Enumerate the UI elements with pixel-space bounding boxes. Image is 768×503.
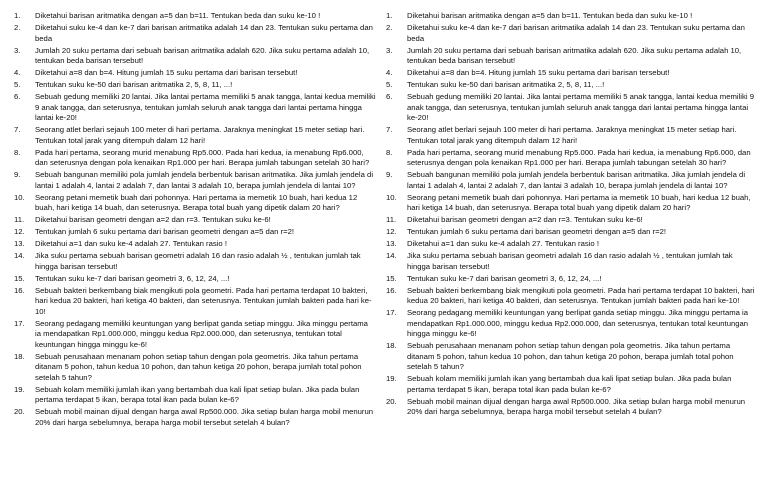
question-number: 12. — [386, 227, 397, 237]
question-text: Jumlah 20 suku pertama dari sebuah barisan aritmatika adalah 620. Jika suku pertama adalah 10, tentukan beda barisan tersebut! — [35, 45, 370, 66]
question-text: Sebuah mobil mainan dijual dengan harga awal Rp500.000. Jika setiap bulan harga mobil menurun 20% dari harga sebelumnya, berapa harga mobil tersebut setelah 4 bulan? — [407, 396, 746, 417]
question-text: Sebuah gedung memiliki 20 lantai. Jika lantai pertama memiliki 5 anak tangga, lantai kedua memiliki 9 anak tangga, dan seterusnya, tentukan jumlah seluruh anak tangga dari lantai pertama hingga lantai ke-20! — [35, 92, 376, 123]
question-number: 2. — [386, 22, 393, 32]
question-item — [14, 80, 376, 91]
question-number: 11. — [386, 215, 397, 225]
question-item — [386, 239, 756, 250]
question-list — [386, 11, 756, 418]
question-item — [386, 148, 756, 169]
question-number: 10. — [386, 192, 397, 202]
question-text: Jika suku pertama sebuah barisan geometri adalah 16 dan rasio adalah ½ , tentukan jumlah tak hingga barisan tersebut! — [35, 251, 361, 271]
question-number: 1. — [14, 11, 21, 20]
question-number: 6. — [14, 92, 21, 102]
question-text: Tentukan jumlah 6 suku pertama dari barisan geometri dengan a=5 dan r=2! — [35, 227, 294, 237]
question-text: Tentukan suku ke-7 dari barisan geometri 3, 6, 12, 24, ...! — [35, 273, 230, 283]
question-item — [386, 11, 756, 22]
question-text: Diketahui barisan geometri dengan a=2 dan r=3. Tentukan suku ke-6! — [35, 215, 271, 225]
question-item — [386, 308, 756, 340]
question-text: Sebuah bangunan memiliki pola jumlah jendela berbentuk barisan aritmatika. Jika jumlah jendela di lantai 1 adalah 4, lantai 2 adalah 7, dan lantai 3 adalah 10, berapa jumlah jendela di lantai 10? — [35, 170, 374, 190]
question-number: 5. — [14, 80, 21, 90]
question-text: Seorang pedagang memiliki keuntungan yang berlipat ganda setiap minggu. Jika minggu pertama ia mendapatkan Rp1.000.000, minggu kedua Rp2.000.000, dan seterusnya, tentukan total keuntungan hingga minggu ke-6! — [35, 318, 368, 349]
question-item — [14, 68, 376, 79]
question-number: 8. — [386, 147, 393, 157]
question-item — [14, 46, 376, 67]
question-item — [14, 385, 376, 406]
question-number: 1. — [386, 11, 393, 20]
question-number: 19. — [386, 374, 397, 384]
question-text: Diketahui a=1 dan suku ke-4 adalah 27. Tentukan rasio ! — [407, 239, 599, 249]
question-item — [14, 407, 376, 428]
question-number: 6. — [386, 92, 393, 102]
question-text: Diketahui barisan aritmatika dengan a=5 dan b=11. Tentukan beda dan suku ke-10 ! — [407, 11, 693, 20]
question-number: 13. — [386, 239, 397, 249]
question-item — [386, 215, 756, 226]
question-item — [14, 170, 376, 191]
right-question-column — [386, 11, 756, 419]
question-item — [386, 92, 756, 124]
question-item — [386, 374, 756, 395]
left-question-column — [14, 11, 376, 430]
question-number: 5. — [386, 80, 393, 90]
question-text: Diketahui barisan geometri dengan a=2 dan r=3. Tentukan suku ke-6! — [407, 215, 643, 225]
question-item — [386, 46, 756, 67]
question-number: 9. — [386, 170, 393, 180]
question-item — [14, 227, 376, 238]
question-number: 19. — [14, 384, 25, 394]
question-number: 20. — [386, 396, 397, 406]
question-item — [386, 125, 756, 146]
question-list — [14, 11, 376, 429]
question-item — [14, 125, 376, 146]
question-text: Sebuah mobil mainan dijual dengan harga awal Rp500.000. Jika setiap bulan harga mobil menurun 20% dari harga sebelumnya, berapa harga mobil tersebut setelah 4 bulan? — [35, 407, 374, 427]
question-number: 8. — [14, 147, 21, 157]
question-number: 12. — [14, 227, 25, 237]
question-text: Tentukan jumlah 6 suku pertama dari barisan geometri dengan a=5 dan r=2! — [407, 227, 666, 237]
question-item — [14, 11, 376, 22]
question-item — [14, 92, 376, 124]
question-number: 11. — [14, 215, 25, 225]
question-number: 15. — [386, 273, 397, 283]
question-text: Sebuah bakteri berkembang biak mengikuti pola geometri. Pada hari pertama terdapat 10 bakteri, hari kedua 20 bakteri, hari ketiga 40 bakteri, dan seterusnya. Tentukan jumlah bakteri pada hari ke-10! — [407, 285, 755, 306]
question-text: Tentukan suku ke-7 dari barisan geometri 3, 6, 12, 24, ...! — [407, 273, 602, 283]
question-item — [14, 215, 376, 226]
question-item — [14, 319, 376, 351]
question-item — [14, 286, 376, 318]
question-number: 7. — [386, 125, 393, 135]
question-text: Diketahui suku ke-4 dan ke-7 dari barisan aritmatika adalah 14 dan 23. Tentukan suku pertama dan beda — [35, 22, 373, 43]
question-number: 17. — [386, 308, 397, 318]
question-item — [14, 274, 376, 285]
question-text: Seorang atlet berlari sejauh 100 meter di hari pertama. Jaraknya meningkat 15 meter setiap hari. Tentukan total jarak yang ditempuh dalam 12 hari! — [35, 125, 365, 145]
question-item — [386, 397, 756, 418]
question-text: Jika suku pertama sebuah barisan geometri adalah 16 dan rasio adalah ½ , tentukan jumlah tak hingga barisan tersebut! — [407, 251, 733, 271]
question-text: Pada hari pertama, seorang murid menabung Rp5.000. Pada hari kedua, ia menabung Rp6.000, dan seterusnya dengan pola kenaikan Rp1.000 per hari. Berapa jumlah tabungan setelah 30 hari? — [407, 147, 751, 168]
question-text: Seorang pedagang memiliki keuntungan yang berlipat ganda setiap minggu. Jika minggu pertama ia mendapatkan Rp1.000.000, minggu kedua Rp2.000.000, dan seterusnya, tentukan total keuntungan hingga minggu ke-6! — [407, 308, 749, 339]
question-item — [386, 227, 756, 238]
question-number: 4. — [14, 68, 21, 78]
question-item — [14, 23, 376, 44]
question-item — [386, 170, 756, 191]
question-number: 14. — [14, 251, 25, 261]
question-text: Sebuah kolam memiliki jumlah ikan yang bertambah dua kali lipat setiap bulan. Jika pada bulan pertama terdapat 5 ikan, berapa total ikan pada bulan ke-6? — [35, 384, 360, 405]
question-number: 18. — [14, 351, 25, 361]
question-text: Tentukan suku ke-50 dari barisan aritmatika 2, 5, 8, 11, ...! — [35, 80, 233, 90]
question-number: 16. — [386, 285, 397, 295]
question-text: Sebuah kolam memiliki jumlah ikan yang bertambah dua kali lipat setiap bulan. Jika pada bulan pertama terdapat 5 ikan, berapa total ikan pada bulan ke-6? — [407, 374, 732, 394]
question-number: 3. — [386, 45, 393, 55]
question-number: 3. — [14, 45, 21, 55]
question-text: Sebuah gedung memiliki 20 lantai. Jika lantai pertama memiliki 5 anak tangga, lantai kedua memiliki 9 anak tangga, dan seterusnya, tentukan jumlah seluruh anak tangga dari lantai pertama hingga lantai ke-20! — [407, 92, 754, 123]
question-number: 15. — [14, 273, 25, 283]
question-number: 13. — [14, 239, 25, 249]
question-item — [14, 239, 376, 250]
question-item — [14, 251, 376, 272]
question-number: 7. — [14, 125, 21, 135]
question-text: Seorang petani memetik buah dari pohonnya. Hari pertama ia memetik 10 buah, hari kedua 12 buah, hari ketiga 14 buah, dan seterusnya. Berapa total buah yang dipetik dalam 20 hari? — [407, 192, 751, 213]
question-number: 2. — [14, 22, 21, 32]
question-text: Diketahui a=8 dan b=4. Hitung jumlah 15 suku pertama dari barisan tersebut! — [407, 68, 670, 78]
question-item — [14, 193, 376, 214]
question-text: Diketahui a=8 dan b=4. Hitung jumlah 15 suku pertama dari barisan tersebut! — [35, 68, 298, 78]
question-number: 10. — [14, 192, 25, 202]
question-text: Jumlah 20 suku pertama dari sebuah barisan aritmatika adalah 620. Jika suku pertama adalah 10, tentukan beda barisan tersebut! — [407, 45, 742, 66]
question-item — [386, 286, 756, 307]
question-item — [14, 352, 376, 384]
question-text: Sebuah bakteri berkembang biak mengikuti pola geometri. Pada hari pertama terdapat 10 bakteri, hari kedua 20 bakteri, hari ketiga 40 bakteri, dan seterusnya. Tentukan jumlah bakteri pada hari ke-10! — [35, 285, 372, 316]
question-text: Diketahui a=1 dan suku ke-4 adalah 27. Tentukan rasio ! — [35, 239, 227, 249]
question-number: 20. — [14, 407, 25, 417]
question-item — [386, 80, 756, 91]
question-item — [386, 341, 756, 373]
question-item — [14, 148, 376, 169]
question-item — [386, 274, 756, 285]
question-text: Sebuah bangunan memiliki pola jumlah jendela berbentuk barisan aritmatika. Jika jumlah jendela di lantai 1 adalah 4, lantai 2 adalah 7, dan lantai 3 adalah 10, berapa jumlah jendela di lantai 10? — [407, 170, 746, 190]
question-text: Diketahui suku ke-4 dan ke-7 dari barisan aritmatika adalah 14 dan 23. Tentukan suku pertama dan beda — [407, 22, 745, 43]
question-item — [386, 251, 756, 272]
question-number: 17. — [14, 318, 25, 328]
question-text: Tentukan suku ke-50 dari barisan aritmatika 2, 5, 8, 11, ...! — [407, 80, 605, 90]
question-text: Sebuah perusahaan menanam pohon setiap tahun dengan pola geometris. Jika tahun pertama ditanam 5 pohon, tahun kedua 10 pohon, dan tahun ketiga 20 pohon, berapa jumlah total pohon setelah 5 tahun? — [35, 351, 362, 382]
question-item — [386, 68, 756, 79]
question-number: 18. — [386, 341, 397, 351]
question-number: 4. — [386, 68, 393, 78]
question-text: Sebuah perusahaan menanam pohon setiap tahun dengan pola geometris. Jika tahun pertama ditanam 5 pohon, tahun kedua 10 pohon, dan tahun ketiga 20 pohon, berapa jumlah total pohon setelah 5 tahun? — [407, 341, 734, 372]
question-item — [386, 193, 756, 214]
question-text: Seorang atlet berlari sejauh 100 meter di hari pertama. Jaraknya meningkat 15 meter setiap hari. Tentukan total jarak yang ditempuh dalam 12 hari! — [407, 125, 737, 145]
question-text: Pada hari pertama, seorang murid menabung Rp5.000. Pada hari kedua, ia menabung Rp6.000, dan seterusnya dengan pola kenaikan Rp1.000 per hari. Berapa jumlah tabungan setelah 30 hari? — [35, 147, 370, 168]
question-item — [386, 23, 756, 44]
question-text: Seorang petani memetik buah dari pohonnya. Hari pertama ia memetik 10 buah, hari kedua 12 buah, hari ketiga 14 buah, dan seterusnya. Berapa total buah yang dipetik dalam 20 hari? — [35, 192, 358, 213]
question-text: Diketahui barisan aritmatika dengan a=5 dan b=11. Tentukan beda dan suku ke-10 ! — [35, 11, 321, 20]
question-number: 16. — [14, 285, 25, 295]
question-number: 9. — [14, 170, 21, 180]
question-number: 14. — [386, 251, 397, 261]
